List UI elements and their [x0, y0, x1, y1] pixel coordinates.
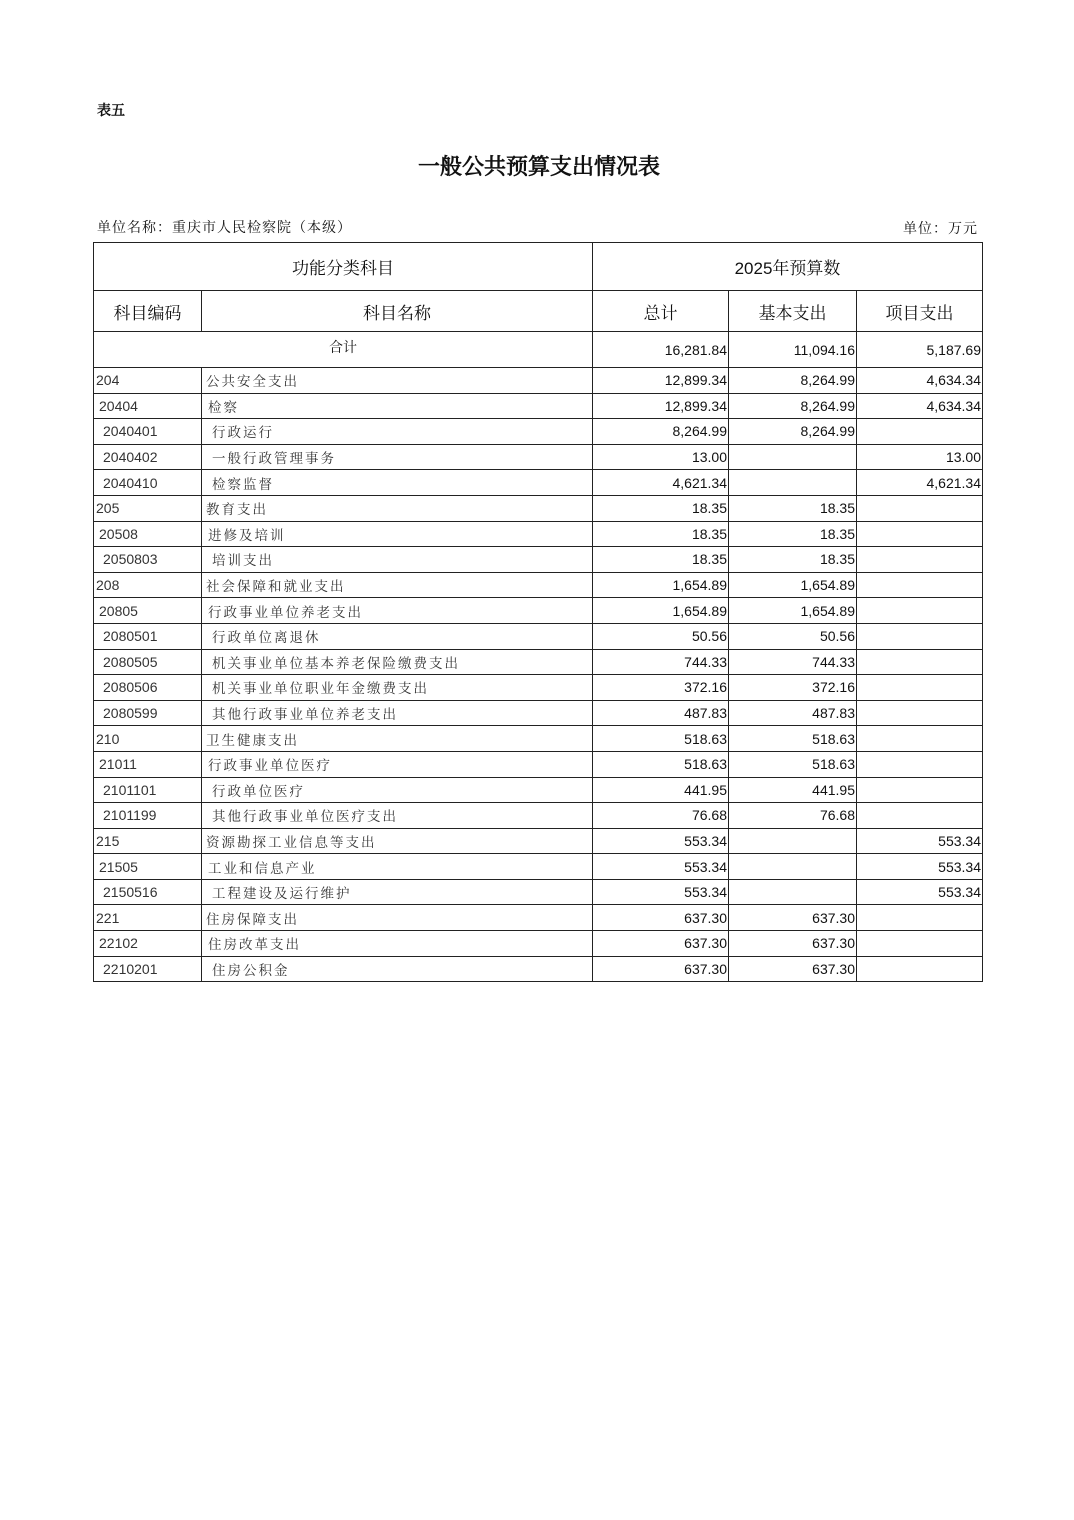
row-name: 住房公积金 [202, 956, 593, 982]
row-total: 8,264.99 [593, 419, 729, 445]
table-row [94, 905, 983, 931]
row-code: 2150516 [94, 879, 202, 905]
row-basic [729, 828, 857, 854]
row-basic: 744.33 [729, 649, 857, 675]
row-name: 卫生健康支出 [202, 726, 593, 752]
row-name: 行政事业单位医疗 [202, 751, 593, 777]
row-total: 637.30 [593, 931, 729, 957]
row-code: 2101101 [94, 777, 202, 803]
row-total: 13.00 [593, 444, 729, 470]
row-code: 210 [94, 726, 202, 752]
header-basic: 基本支出 [729, 291, 857, 332]
row-total: 487.83 [593, 700, 729, 726]
summary-label: 合计 [94, 332, 593, 368]
row-name: 社会保障和就业支出 [202, 572, 593, 598]
row-name: 住房改革支出 [202, 931, 593, 957]
table-row [94, 675, 983, 701]
table-row [94, 393, 983, 419]
table-row [94, 368, 983, 394]
row-basic: 76.68 [729, 803, 857, 829]
row-project [857, 495, 983, 521]
header-project: 项目支出 [857, 291, 983, 332]
row-total: 4,621.34 [593, 470, 729, 496]
table-number-label: 表五 [97, 103, 125, 119]
table-row [94, 879, 983, 905]
row-project: 553.34 [857, 828, 983, 854]
header-group-row [94, 243, 983, 291]
table-row [94, 956, 983, 982]
row-total: 18.35 [593, 521, 729, 547]
row-code: 2040401 [94, 419, 202, 445]
row-total: 1,654.89 [593, 598, 729, 624]
row-project [857, 700, 983, 726]
row-total: 518.63 [593, 726, 729, 752]
row-name: 行政单位离退休 [202, 623, 593, 649]
table-row [94, 803, 983, 829]
row-code: 2040410 [94, 470, 202, 496]
currency-unit-label: 单位：万元 [903, 221, 978, 237]
row-name: 工业和信息产业 [202, 854, 593, 880]
row-basic: 1,654.89 [729, 598, 857, 624]
row-total: 553.34 [593, 879, 729, 905]
table-row [94, 854, 983, 880]
row-project [857, 419, 983, 445]
row-basic: 8,264.99 [729, 419, 857, 445]
row-total: 18.35 [593, 495, 729, 521]
table-row [94, 828, 983, 854]
table-row [94, 777, 983, 803]
row-name: 教育支出 [202, 495, 593, 521]
table-row [94, 470, 983, 496]
row-basic: 1,654.89 [729, 572, 857, 598]
row-total: 518.63 [593, 751, 729, 777]
row-code: 20805 [94, 598, 202, 624]
row-code: 208 [94, 572, 202, 598]
row-name: 行政单位医疗 [202, 777, 593, 803]
page-title: 一般公共预算支出情况表 [417, 154, 660, 180]
row-name: 机关事业单位基本养老保险缴费支出 [202, 649, 593, 675]
row-basic: 637.30 [729, 956, 857, 982]
summary-project: 5,187.69 [857, 332, 983, 368]
row-name: 其他行政事业单位养老支出 [202, 700, 593, 726]
row-basic: 372.16 [729, 675, 857, 701]
row-project [857, 521, 983, 547]
row-code: 204 [94, 368, 202, 394]
row-basic [729, 854, 857, 880]
row-name: 检察监督 [202, 470, 593, 496]
row-name: 培训支出 [202, 547, 593, 573]
row-name: 行政运行 [202, 419, 593, 445]
row-name: 机关事业单位职业年金缴费支出 [202, 675, 593, 701]
row-code: 21011 [94, 751, 202, 777]
unit-name-label: 单位名称：重庆市人民检察院（本级） [97, 220, 352, 236]
row-project [857, 598, 983, 624]
row-project: 4,621.34 [857, 470, 983, 496]
row-project: 4,634.34 [857, 368, 983, 394]
row-code: 221 [94, 905, 202, 931]
row-basic: 637.30 [729, 931, 857, 957]
row-total: 18.35 [593, 547, 729, 573]
row-total: 637.30 [593, 905, 729, 931]
row-code: 20508 [94, 521, 202, 547]
row-total: 553.34 [593, 828, 729, 854]
row-total: 1,654.89 [593, 572, 729, 598]
summary-total: 16,281.84 [593, 332, 729, 368]
header-total: 总计 [593, 291, 729, 332]
row-project: 553.34 [857, 879, 983, 905]
table-row [94, 521, 983, 547]
table-row [94, 572, 983, 598]
header-name: 科目名称 [202, 291, 593, 332]
row-total: 12,899.34 [593, 393, 729, 419]
summary-row [94, 332, 983, 368]
header-column-row [94, 291, 983, 332]
row-name: 工程建设及运行维护 [202, 879, 593, 905]
row-basic: 441.95 [729, 777, 857, 803]
row-name: 其他行政事业单位医疗支出 [202, 803, 593, 829]
row-total: 441.95 [593, 777, 729, 803]
row-basic: 50.56 [729, 623, 857, 649]
row-code: 2080505 [94, 649, 202, 675]
row-basic: 637.30 [729, 905, 857, 931]
row-basic [729, 879, 857, 905]
row-code: 2080501 [94, 623, 202, 649]
row-project [857, 572, 983, 598]
row-total: 12,899.34 [593, 368, 729, 394]
row-code: 2050803 [94, 547, 202, 573]
row-name: 行政事业单位养老支出 [202, 598, 593, 624]
table-row [94, 444, 983, 470]
row-code: 2101199 [94, 803, 202, 829]
row-code: 22102 [94, 931, 202, 957]
row-project: 13.00 [857, 444, 983, 470]
row-project [857, 751, 983, 777]
table-row [94, 495, 983, 521]
row-basic: 8,264.99 [729, 368, 857, 394]
row-code: 205 [94, 495, 202, 521]
summary-basic: 11,094.16 [729, 332, 857, 368]
row-basic [729, 470, 857, 496]
row-name: 进修及培训 [202, 521, 593, 547]
row-name: 公共安全支出 [202, 368, 593, 394]
row-basic: 487.83 [729, 700, 857, 726]
row-code: 2080599 [94, 700, 202, 726]
row-project: 553.34 [857, 854, 983, 880]
row-basic: 518.63 [729, 726, 857, 752]
table-row [94, 623, 983, 649]
row-project [857, 803, 983, 829]
table-row [94, 547, 983, 573]
row-project [857, 777, 983, 803]
row-code: 2040402 [94, 444, 202, 470]
header-code: 科目编码 [94, 291, 202, 332]
row-project [857, 905, 983, 931]
row-basic: 18.35 [729, 521, 857, 547]
row-total: 372.16 [593, 675, 729, 701]
row-project [857, 726, 983, 752]
row-basic: 18.35 [729, 495, 857, 521]
row-code: 2210201 [94, 956, 202, 982]
row-project [857, 649, 983, 675]
row-project [857, 623, 983, 649]
row-code: 215 [94, 828, 202, 854]
row-name: 一般行政管理事务 [202, 444, 593, 470]
row-basic: 18.35 [729, 547, 857, 573]
row-basic: 518.63 [729, 751, 857, 777]
table-row [94, 931, 983, 957]
row-code: 2080506 [94, 675, 202, 701]
table-row [94, 419, 983, 445]
row-total: 50.56 [593, 623, 729, 649]
row-project [857, 956, 983, 982]
row-basic: 8,264.99 [729, 393, 857, 419]
table-row [94, 726, 983, 752]
row-total: 744.33 [593, 649, 729, 675]
table-row [94, 598, 983, 624]
row-project [857, 675, 983, 701]
row-name: 检察 [202, 393, 593, 419]
row-project [857, 547, 983, 573]
table-row [94, 649, 983, 675]
budget-expenditure-table [93, 242, 983, 982]
row-total: 553.34 [593, 854, 729, 880]
header-budget-year: 2025年预算数 [593, 243, 983, 291]
row-total: 637.30 [593, 956, 729, 982]
row-project: 4,634.34 [857, 393, 983, 419]
table-row [94, 751, 983, 777]
row-total: 76.68 [593, 803, 729, 829]
row-name: 资源勘探工业信息等支出 [202, 828, 593, 854]
row-code: 21505 [94, 854, 202, 880]
table-row [94, 700, 983, 726]
row-name: 住房保障支出 [202, 905, 593, 931]
row-basic [729, 444, 857, 470]
row-code: 20404 [94, 393, 202, 419]
row-project [857, 931, 983, 957]
header-functional-classification: 功能分类科目 [94, 243, 593, 291]
